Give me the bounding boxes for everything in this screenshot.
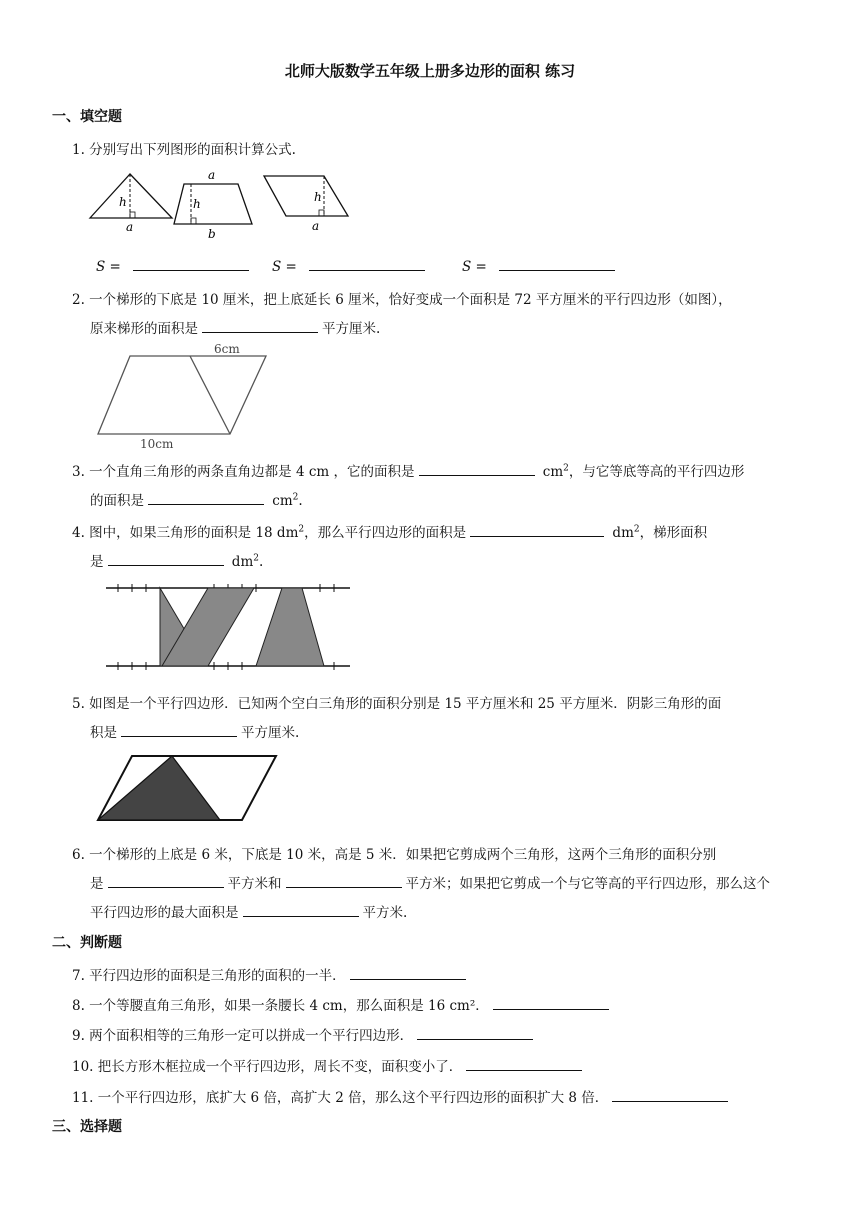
fig-top-label: 6cm <box>214 342 240 356</box>
answer-blank[interactable] <box>499 258 615 271</box>
answer-blank[interactable] <box>612 1089 728 1102</box>
answer-blank[interactable] <box>493 997 609 1010</box>
question-7: 7. 平行四边形的面积是三角形的面积的一半． <box>72 964 810 984</box>
trap-h-label: h <box>193 197 201 211</box>
answer-blank[interactable] <box>121 724 237 737</box>
question-4-line1: 4. 图中，如果三角形的面积是 18 $dm^2$，那么平行四边形的面积是 $dm^2$，梯形面积 <box>72 524 708 541</box>
question-6-line1: 6. 一个梯形的上底是 6 米，下底是 10 米，高是 5 米．如果把它剪成两个三角形，这两个三角形的面积分别 <box>72 847 717 863</box>
tri-h-label: h <box>119 195 127 209</box>
answer-blank[interactable] <box>243 904 359 917</box>
answer-blank[interactable] <box>309 258 425 271</box>
question-11: 11. 一个平行四边形，底扩大 6 倍，高扩大 2 倍，那么这个平行四边形的面积扩大 8 倍． <box>72 1086 810 1106</box>
answer-blank[interactable] <box>286 875 402 888</box>
q2-figure <box>94 340 274 452</box>
formula-label: S = <box>462 259 487 275</box>
question-8: 8. 一个等腰直角三角形，如果一条腰长 4 cm，那么面积是 16 cm²． <box>72 994 810 1014</box>
answer-blank[interactable] <box>108 875 224 888</box>
section-fill-blank: 一、填空题 <box>52 109 122 125</box>
question-9: 9. 两个面积相等的三角形一定可以拼成一个平行四边形． <box>72 1024 810 1044</box>
section-true-false: 二、判断题 <box>52 935 122 951</box>
question-6-line2: 是 平方米和 平方米；如果把它剪成一个与它等高的平行四边形，那么这个 <box>90 876 770 892</box>
formula-label: S = <box>272 259 297 275</box>
formula-1 <box>96 258 253 275</box>
question-3-line2: 的面积是 $cm^2$. <box>90 492 303 509</box>
trap-b-label: b <box>208 227 216 241</box>
answer-blank[interactable] <box>466 1058 582 1071</box>
answer-blank[interactable] <box>108 553 224 566</box>
section-multiple-choice: 三、选择题 <box>52 1119 122 1135</box>
q1-figures <box>86 166 356 242</box>
para-a-label: a <box>312 219 320 233</box>
trap-a-label: a <box>208 168 216 182</box>
question-5-line2: 积是 平方厘米. <box>90 725 300 741</box>
formula-2 <box>272 258 429 275</box>
question-1: 1. 分别写出下列图形的面积计算公式. <box>72 142 296 158</box>
answer-blank[interactable] <box>148 492 264 505</box>
answer-blank[interactable] <box>350 967 466 980</box>
answer-blank[interactable] <box>417 1027 533 1040</box>
formula-3 <box>462 258 619 275</box>
question-2-line1: 2. 一个梯形的下底是 10 厘米，把上底延长 6 厘米，恰好变成一个面积是 72 平方厘米的平行四边形（如图）， <box>72 292 732 308</box>
fig-bottom-label: 10cm <box>140 437 174 451</box>
answer-blank[interactable] <box>419 463 535 476</box>
question-4-line2: 是 $dm^2$. <box>90 553 264 570</box>
answer-blank[interactable] <box>202 320 318 333</box>
q5-figure <box>96 752 280 824</box>
question-2-line2: 原来梯形的面积是 平方厘米. <box>90 321 381 337</box>
question-5-line1: 5. 如图是一个平行四边形．已知两个空白三角形的面积分别是 15 平方厘米和 25 平方厘米．阴影三角形的面 <box>72 696 722 712</box>
formula-label: S = <box>96 259 121 275</box>
question-6-line3: 平行四边形的最大面积是 平方米. <box>90 905 408 921</box>
question-10: 10. 把长方形木框拉成一个平行四边形，周长不变，面积变小了． <box>72 1055 810 1075</box>
answer-blank[interactable] <box>470 524 604 537</box>
para-h-label: h <box>314 190 322 204</box>
page-title: 北师大版数学五年级上册多边形的面积 练习 <box>284 62 576 80</box>
q4-figure <box>106 580 350 672</box>
tri-a-label: a <box>126 220 134 234</box>
question-3-line1: 3. 一个直角三角形的两条直角边都是 4 cm ，它的面积是 $cm^2$，与它等底等高的平行四边形 <box>72 463 745 480</box>
answer-blank[interactable] <box>133 258 249 271</box>
